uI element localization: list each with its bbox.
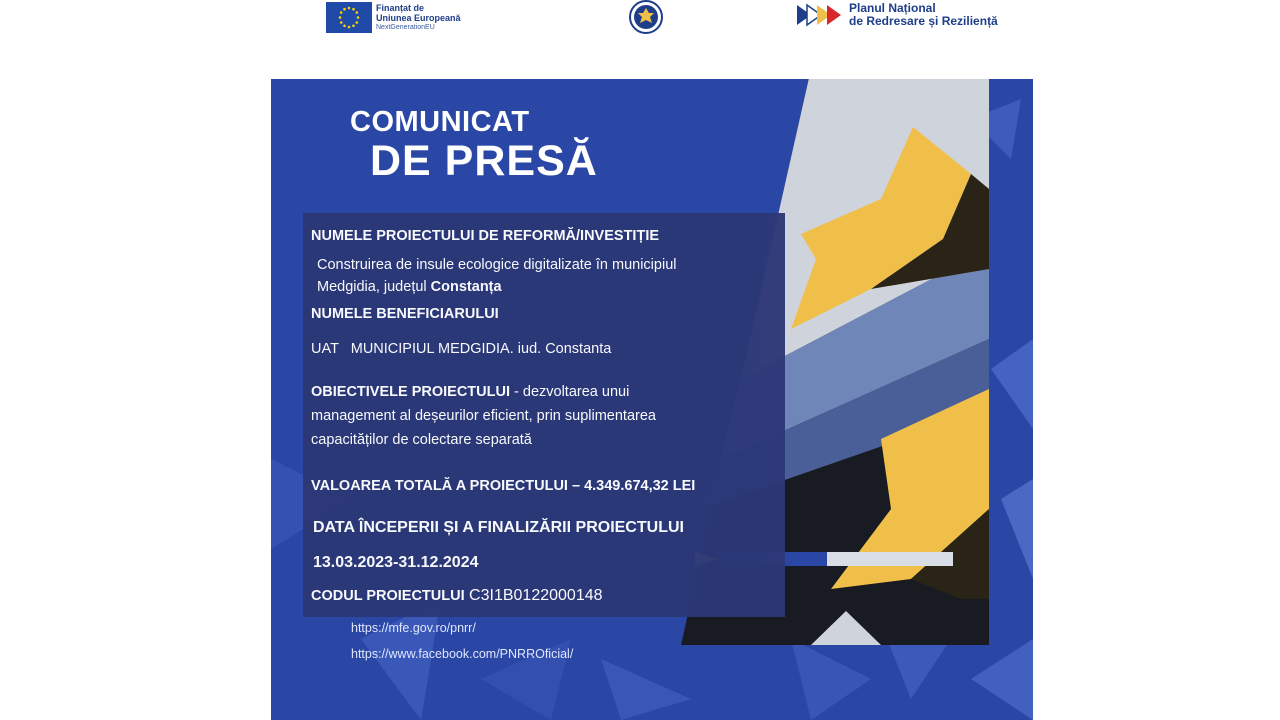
code-label: CODUL PROIECTULUI <box>311 588 465 604</box>
project-name-label: NUMELE PROIECTULUI DE REFORMĂ/INVESTIȚIE <box>311 228 660 244</box>
objectives-line3: capacităților de colectare separată <box>311 432 532 448</box>
link-mfe[interactable]: https://mfe.gov.ro/pnrr/ <box>351 621 476 635</box>
objectives-label: OBIECTIVELE PROIECTULUI <box>311 384 510 400</box>
objectives-text1: - dezvoltarea unui <box>510 384 630 400</box>
pnrr-text <box>849 2 998 28</box>
project-county: Constanța <box>430 279 502 295</box>
project-info-box <box>303 213 785 617</box>
pnrr-logo <box>797 2 998 28</box>
code-value: C3I1B0122000148 <box>464 587 603 604</box>
title-line1: COMUNICAT <box>350 106 530 138</box>
eu-flag-icon <box>326 2 372 33</box>
eu-text-line3: NextGenerationEU <box>376 23 435 31</box>
title-line2: DE PRESĂ <box>370 137 598 185</box>
eu-funding-text <box>376 3 461 33</box>
eu-funding-logo <box>326 2 461 33</box>
project-name-line1: Construirea de insule ecologice digitalizate în municipiul <box>317 257 677 273</box>
press-release-poster <box>271 79 1033 720</box>
eu-text-line1: Finanțat de <box>376 2 425 13</box>
objectives-line2: management al deșeurilor eficient, prin suplimentarea <box>311 408 656 424</box>
link-facebook[interactable]: https://www.facebook.com/PNRROficial/ <box>351 647 574 661</box>
dates-value: 13.03.2023-31.12.2024 <box>313 554 479 571</box>
dates-label: DATA ÎNCEPERII ȘI A FINALIZĂRII PROIECTULUI <box>313 519 684 536</box>
eu-text-line2: Uniunea Europeană <box>376 12 461 23</box>
objectives-line1 <box>311 381 629 403</box>
project-code-line <box>311 585 603 607</box>
romanian-government-seal-icon <box>628 0 664 34</box>
beneficiary-value: UAT MUNICIPIUL MEDGIDIA. iud. Constanta <box>311 341 612 357</box>
project-name-line2-text: Medgidia, județul <box>317 279 431 295</box>
pnrr-arrows-icon <box>797 3 843 27</box>
beneficiary-label: NUMELE BENEFICIARULUI <box>311 306 499 322</box>
pnrr-text-line2: de Redresare și Reziliență <box>849 14 998 28</box>
total-value: VALOAREA TOTALĂ A PROIECTULUI – 4.349.674,32 LEI <box>311 478 696 494</box>
logo-bar <box>0 0 1280 40</box>
project-name-line2 <box>317 276 502 298</box>
pnrr-text-line1: Planul Național <box>849 1 936 15</box>
